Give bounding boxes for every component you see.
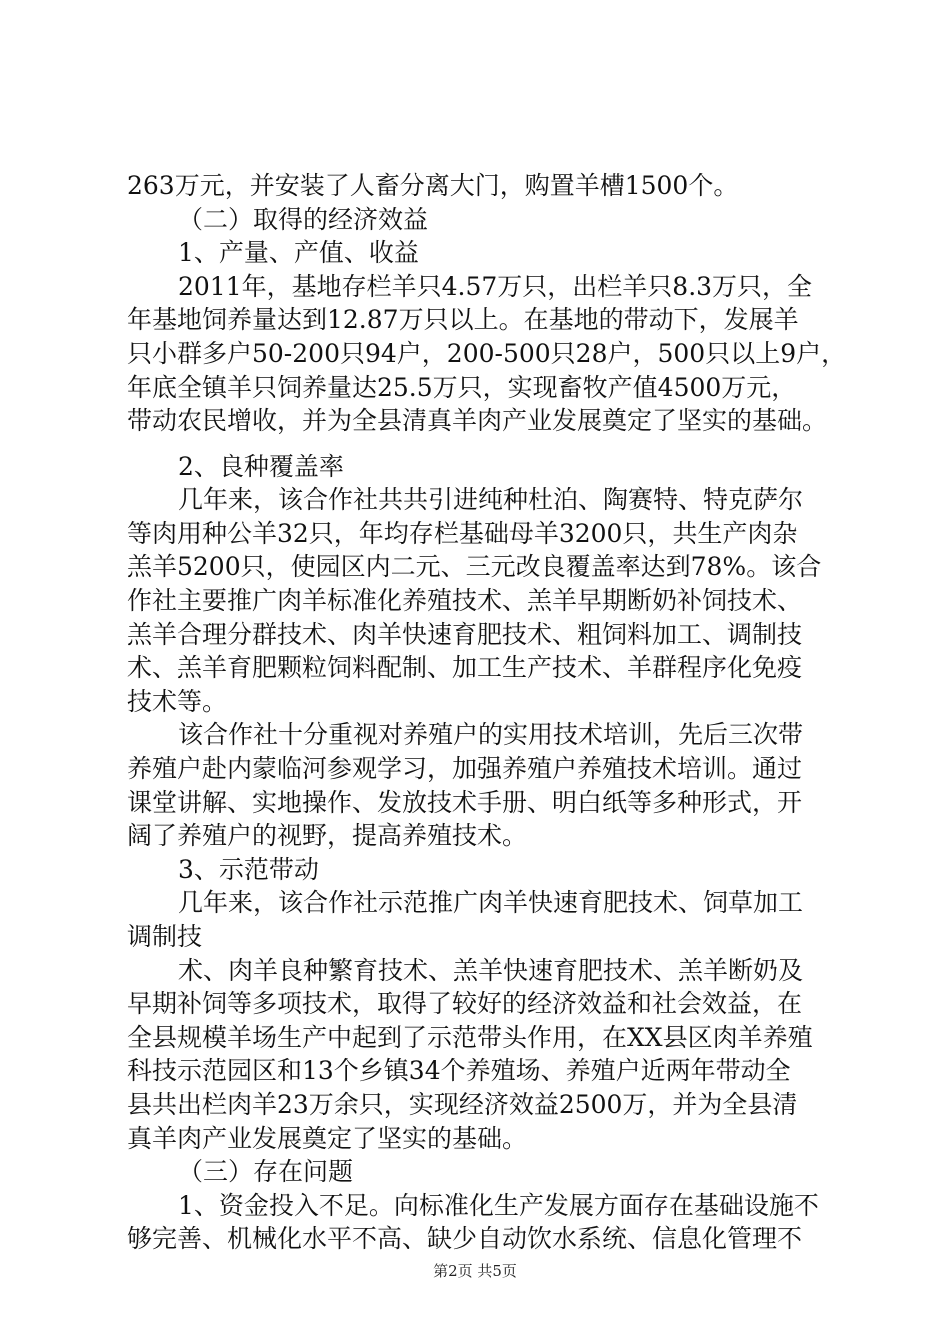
body-text-line: 够完善、机械化水平不高、缺少自动饮水系统、信息化管理不 [127, 1224, 803, 1253]
body-text-line: 县共出栏肉羊23万余只，实现经济效益2500万，并为全县清 [127, 1090, 798, 1119]
body-text-line: 课堂讲解、实地操作、发放技术手册、明白纸等多种形式，开 [127, 788, 803, 817]
body-text-line: 年基地饲养量达到12.87万只以上。在基地的带动下，发展羊 [127, 305, 799, 334]
body-text-line: 阔了养殖户的视野，提高养殖技术。 [127, 821, 528, 850]
body-text-line: 科技示范园区和13个乡镇34个养殖场、养殖户近两年带动全 [127, 1056, 791, 1085]
body-text-line: 真羊肉产业发展奠定了坚实的基础。 [127, 1124, 528, 1153]
body-text-line: 263万元，并安装了人畜分离大门，购置羊槽1500个。 [127, 171, 739, 200]
body-text-line: 羔羊5200只，使园区内二元、三元改良覆盖率达到78%。该合 [127, 552, 822, 581]
body-text-line: 2011年，基地存栏羊只4.57万只，出栏羊只8.3万只，全 [178, 272, 813, 301]
subsection-heading: 1、产量、产值、收益 [178, 238, 419, 267]
body-text-line: 术、羔羊育肥颗粒饲料配制、加工生产技术、羊群程序化免疫 [127, 653, 803, 682]
page-number-footer: 第2页 共5页 [433, 1262, 517, 1280]
body-text-line: 羔羊合理分群技术、肉羊快速育肥技术、粗饲料加工、调制技 [127, 620, 803, 649]
body-text-line: 带动农民增收，并为全县清真羊肉产业发展奠定了坚实的基础。 [127, 406, 828, 435]
subsection-heading: 2、良种覆盖率 [178, 452, 344, 481]
body-text-line: 几年来，该合作社共共引进纯种杜泊、陶赛特、特克萨尔 [178, 485, 804, 514]
body-text-line: 只小群多户50-200只94户，200-500只28户，500只以上9户， [127, 339, 847, 368]
body-text-line: 几年来，该合作社示范推广肉羊快速育肥技术、饲草加工 [178, 888, 804, 917]
body-text-line: 等肉用种公羊32只，年均存栏基础母羊3200只，共生产肉杂 [127, 519, 798, 548]
section-heading: （二）取得的经济效益 [178, 205, 429, 234]
section-heading: （三）存在问题 [178, 1157, 354, 1186]
subsection-heading: 3、示范带动 [178, 855, 319, 884]
body-text-line: 全县规模羊场生产中起到了示范带头作用，在XX县区肉羊养殖 [127, 1023, 813, 1052]
body-text-line: 该合作社十分重视对养殖户的实用技术培训，先后三次带 [178, 720, 804, 749]
body-text-line: 年底全镇羊只饲养量达25.5万只，实现畜牧产值4500万元， [127, 373, 797, 402]
body-text-line: 早期补饲等多项技术，取得了较好的经济效益和社会效益，在 [127, 989, 803, 1018]
body-text-line: 1、资金投入不足。向标准化生产发展方面存在基础设施不 [178, 1191, 819, 1220]
body-text-line: 调制技 [127, 922, 203, 951]
body-text-line: 术、肉羊良种繁育技术、羔羊快速育肥技术、羔羊断奶及 [178, 956, 804, 985]
body-text-line: 养殖户赴内蒙临河参观学习，加强养殖户养殖技术培训。通过 [127, 754, 803, 783]
body-text-line: 作社主要推广肉羊标准化养殖技术、羔羊早期断奶补饲技术、 [127, 586, 803, 615]
body-text-line: 技术等。 [127, 687, 228, 716]
